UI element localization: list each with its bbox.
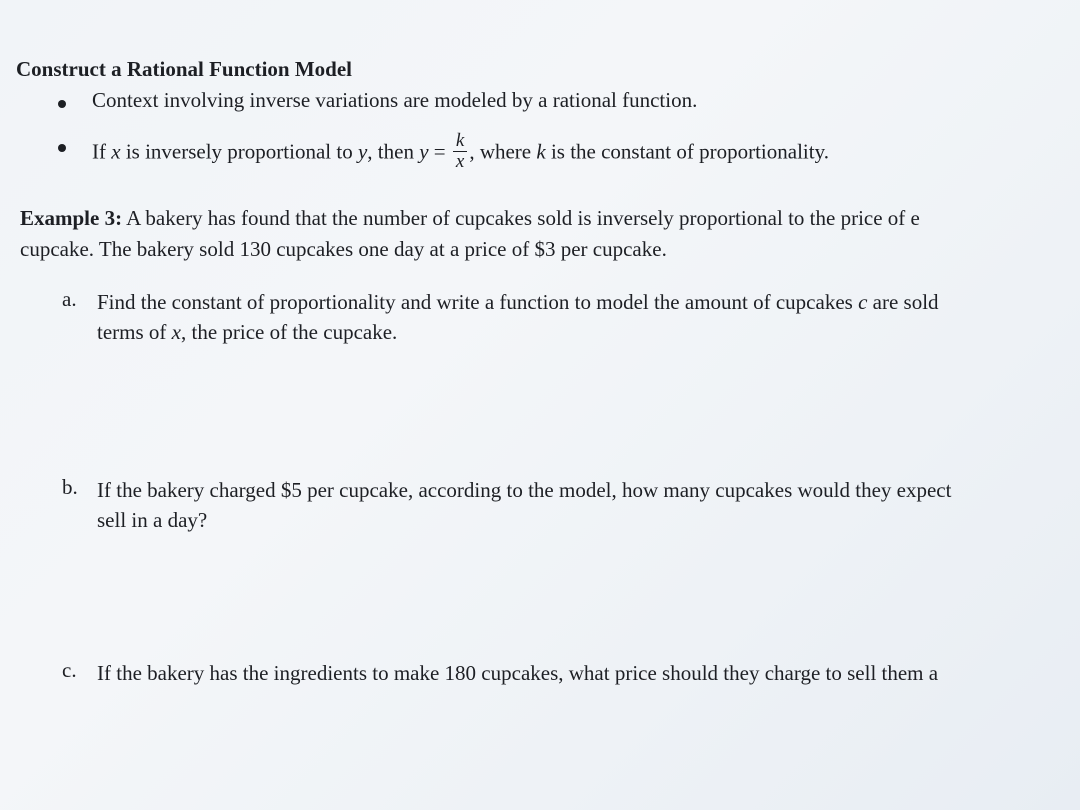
variable-k: k [536,139,546,164]
bullet-dot-icon [58,144,66,152]
text-span: , the price of the cupcake. [180,320,398,344]
section-heading: Construct a Rational Function Model [16,57,352,81]
text-span: are sold [867,290,939,314]
example-line-2: cupcake. The bakery sold 130 cupcakes one day at a price of $3 per cupcake. [20,237,667,261]
bullet-text: Context involving inverse variations are modeled by a rational function. [92,88,698,112]
fraction-denominator: x [455,151,465,172]
fraction [453,131,467,172]
example-line-1 [20,203,920,234]
variable-x: x [111,139,121,164]
variable-c: c [858,290,868,314]
text-span: If [92,139,112,164]
question-c-line-1: If the bakery has the ingredients to make 180 cupcakes, what price should they charge to sell them a [97,661,939,685]
text-span: Find the constant of proportionality and write a function to model the amount of cupcakes [97,290,859,314]
bullet-text [92,130,829,174]
variable-x: x [171,320,181,344]
bullet-dot-icon [58,100,66,108]
text-span: , where [469,139,537,164]
text-span: terms of [97,320,172,344]
fraction-numerator: k [453,131,467,152]
example-label: Example 3: [20,206,123,230]
text-span: is the constant of proportionality. [545,139,829,164]
question-c-label: c. [62,658,77,682]
question-a-line-1 [97,287,939,318]
question-b-label: b. [62,475,78,499]
question-b-line-2: sell in a day? [97,508,208,532]
text-span: , then [367,139,420,164]
equation-lhs: y [419,139,429,164]
question-a-label: a. [62,287,77,311]
equals-sign: = [428,139,451,164]
example-text: A bakery has found that the number of cupcakes sold is inversely proportional to the price of e [122,206,920,230]
variable-y: y [357,139,368,164]
question-b-line-1: If the bakery charged $5 per cupcake, according to the model, how many cupcakes would they expect [97,478,952,502]
text-span: is inversely proportional to [120,139,358,164]
question-a-line-2 [97,317,397,348]
